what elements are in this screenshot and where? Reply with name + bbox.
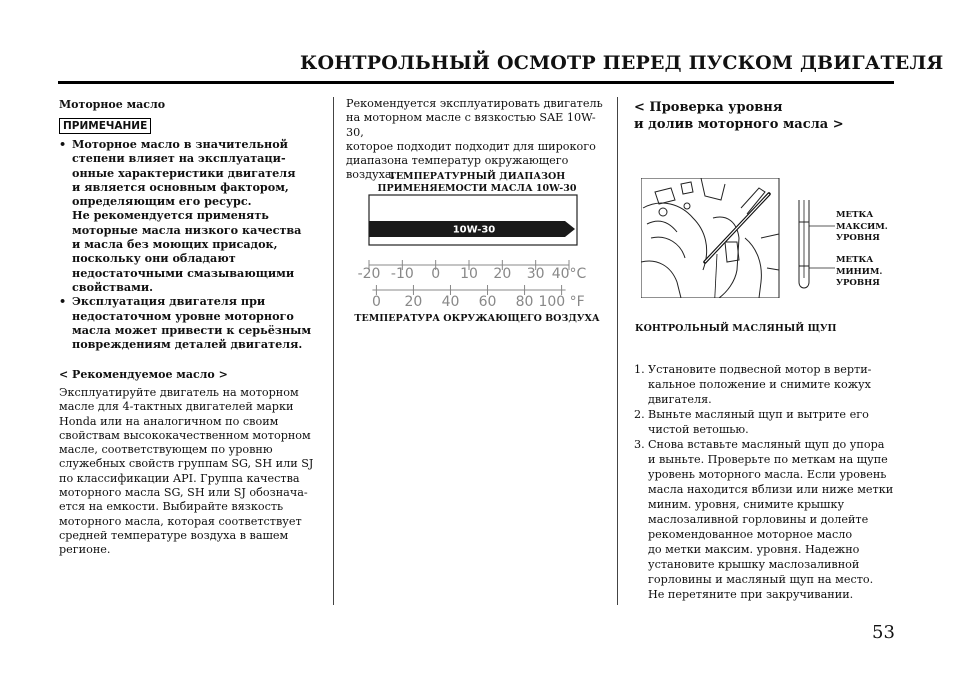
recommended-oil-text: Эксплуатируйте двигатель на моторном масле для 4-тактных двигателей марки Honda или на аналогичном по своим свойствам высококачественном моторном масле, соответствующем по уровню служебных свойств группам SG, SH или SJ по классификации API. Группа качества моторного масла SG, SH или SJ обознача- ется на емкости. Выбирайте вязкость моторного масла, которая соответствует средней температуре воздуха в вашем регионе. <box>59 386 314 557</box>
fahrenheit-tick-label: 0 <box>371 294 381 310</box>
chart-frame <box>369 195 577 245</box>
temperature-range-chart <box>346 192 612 310</box>
fahrenheit-tick-label: 100 °F <box>538 294 585 310</box>
column-divider-right <box>617 97 618 605</box>
fahrenheit-tick-label: 20 <box>404 294 423 310</box>
procedure-step-2: 2. Выньте масляный щуп и вытрите его чистой ветошью. <box>634 408 869 436</box>
note-bullet-1: • Моторное масло в значительной степени влияет на эксплуатаци- онные характеристики двигателя и является основным фактором, определяющим его ресурс. Не рекомендуется применять моторные масла низкого качества и масла без моющих присадок, поскольку они обладают недостаточными смазывающими свойствами. <box>58 137 318 294</box>
celsius-tick-label: 10 <box>460 266 478 282</box>
celsius-tick-label: 20 <box>493 266 512 282</box>
fahrenheit-tick-label: 80 <box>515 294 534 310</box>
celsius-tick-label: 30 <box>526 266 545 282</box>
min-mark-label: МЕТКА МИНИМ. УРОВНЯ <box>836 255 883 288</box>
engine-illustration-frame <box>641 178 779 298</box>
chart-title: ТЕМПЕРАТУРНЫЙ ДИАПАЗОН ПРИМЕНЯЕМОСТИ МАСЛА 10W-30 <box>377 171 577 194</box>
viscosity-bar-label: 10W-30 <box>452 224 496 236</box>
chart-footer-label: ТЕМПЕРАТУРА ОКРУЖАЮЩЕГО ВОЗДУХА <box>354 313 600 324</box>
note-bullet-2: • Эксплуатация двигателя при недостаточном уровне моторного масла может привести к серьёзным повреждениям деталей двигателя. <box>58 294 318 351</box>
viscosity-intro: Рекомендуется эксплуатировать двигатель на моторном масле с вязкостью SAE 10W-30, которое подходит подходит для широкого диапазона температур окружающего воздуха. <box>346 97 603 182</box>
procedure-step-1: 1. Установите подвесной мотор в верти- кальное положение и снимите кожух двигателя. <box>634 363 872 406</box>
page-number: 53 <box>872 622 895 643</box>
header-rule <box>58 81 894 84</box>
check-oil-heading: < Проверка уровня и долив моторного масла > <box>634 100 844 132</box>
max-mark-label: МЕТКА МАКСИМ. УРОВНЯ <box>836 210 888 243</box>
celsius-tick-label: -10 <box>390 266 414 282</box>
celsius-tick-label: 0 <box>431 266 441 282</box>
recommended-oil-heading: < Рекомендуемое масло > <box>59 368 228 381</box>
note-list <box>58 137 318 351</box>
celsius-tick-label: 40°C <box>551 266 587 282</box>
procedure-step-3: 3. Снова вставьте масляный щуп до упора и выньте. Проверьте по меткам на щупе уровень моторного масла. Если уровень масла находится вблизи или ниже метки миним. уровня, снимите крышку маслозаливной горловины и долейте рекомендованное моторное масло до метки максим. уровня. Надежно установите крышку маслозаливной горловины и масляный щуп на место. Не перетяните при закручивании. <box>634 438 894 601</box>
fahrenheit-tick-label: 40 <box>441 294 460 310</box>
column-divider-left <box>333 97 334 605</box>
procedure-steps <box>634 362 896 602</box>
engine-oil-heading: Моторное масло <box>59 98 166 111</box>
celsius-tick-label: -20 <box>357 266 381 282</box>
page-title: КОНТРОЛЬНЫЙ ОСМОТР ПЕРЕД ПУСКОМ ДВИГАТЕЛЯ <box>300 52 944 74</box>
note-badge: ПРИМЕЧАНИЕ <box>59 118 151 134</box>
dipstick-caption: КОНТРОЛЬНЫЙ МАСЛЯНЫЙ ЩУП <box>635 323 837 334</box>
fahrenheit-tick-label: 60 <box>478 294 497 310</box>
